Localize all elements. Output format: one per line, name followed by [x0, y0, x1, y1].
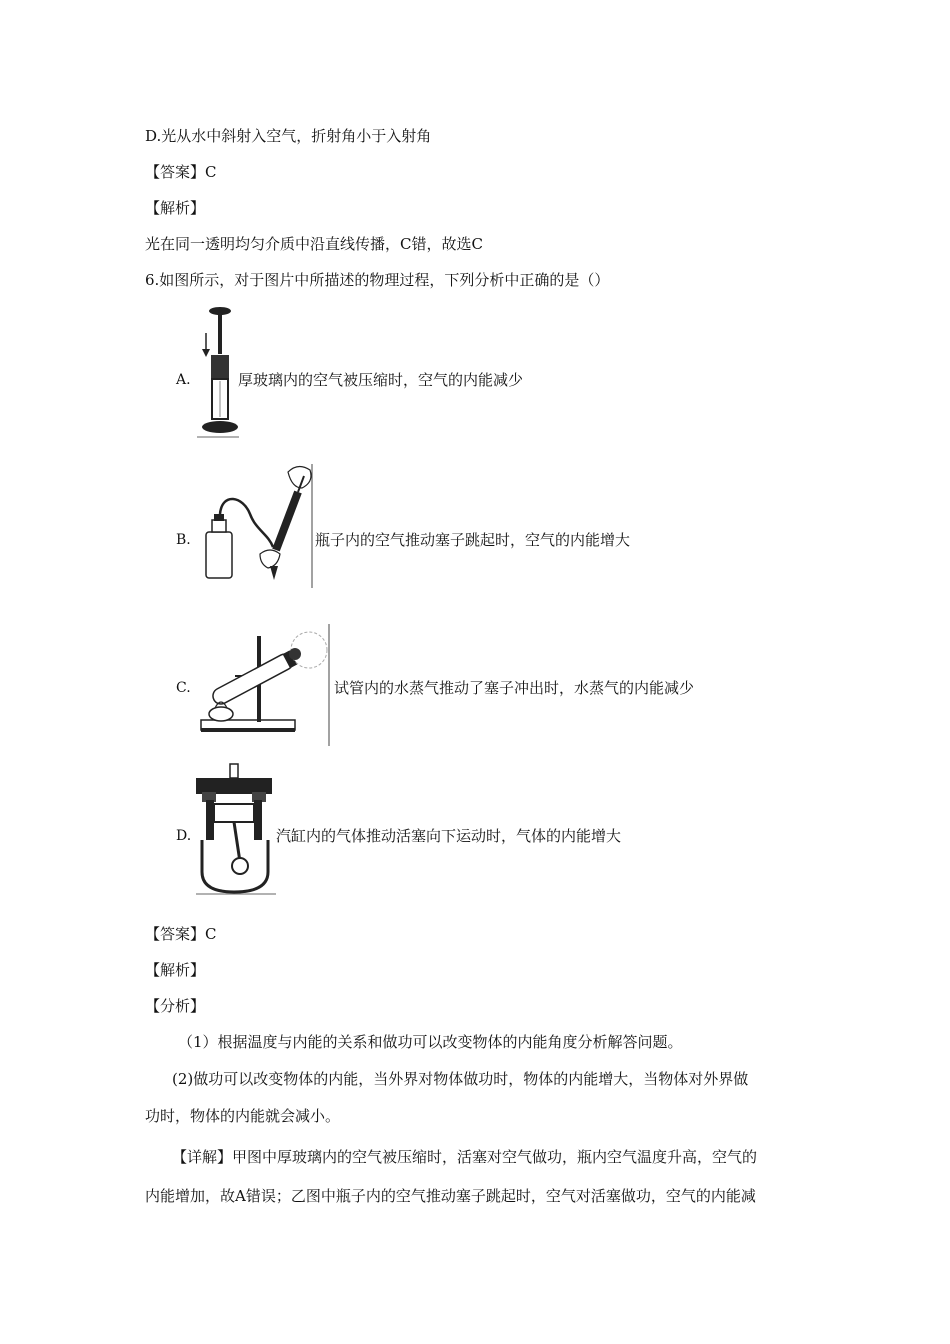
option-d-text: 汽缸内的气体推动活塞向下运动时，气体的内能增大: [276, 827, 622, 845]
air-compression-piston-icon: [195, 305, 241, 443]
analysis-sub-heading: 【分析】: [145, 997, 206, 1015]
analysis-point-2-cont: 功时，物体的内能就会减小。: [145, 1107, 341, 1125]
option-b-label: B.: [176, 532, 191, 548]
prev-analysis-text: 光在同一透明均匀介质中沿直线传播，C错，故选C: [145, 235, 483, 253]
test-tube-steam-icon: [195, 622, 335, 748]
option-a-text: 厚玻璃内的空气被压缩时，空气的内能减少: [238, 371, 524, 389]
answer: 【答案】C: [145, 925, 217, 943]
analysis-heading: 【解析】: [145, 961, 206, 979]
engine-cylinder-icon: [192, 762, 278, 896]
detail-line-2: 内能增加，故A错误；乙图中瓶子内的空气推动塞子跳起时，空气对活塞做功，空气的内能减: [145, 1187, 756, 1205]
analysis-point-2: (2)做功可以改变物体的内能，当外界对物体做功时，物体的内能增大，当物体对外界做: [172, 1070, 749, 1088]
option-d-label: D.: [176, 828, 192, 844]
option-c-text: 试管内的水蒸气推动了塞子冲出时，水蒸气的内能减少: [334, 679, 695, 697]
option-c-label: C.: [176, 680, 191, 696]
question-6: 6.如图所示，对于图片中所描述的物理过程，下列分析中正确的是（）: [145, 271, 610, 289]
prev-answer: 【答案】C: [145, 163, 217, 181]
option-b-text: 瓶子内的空气推动塞子跳起时，空气的内能增大: [315, 531, 631, 549]
analysis-point-1: （1）根据温度与内能的关系和做功可以改变物体的内能角度分析解答问题。: [178, 1033, 683, 1051]
prev-analysis-heading: 【解析】: [145, 199, 206, 217]
detail-line-1: 【详解】甲图中厚玻璃内的空气被压缩时，活塞对空气做功，瓶内空气温度升高，空气的: [172, 1148, 758, 1166]
prev-option-d: D.光从水中斜射入空气，折射角小于入射角: [145, 127, 432, 145]
option-a-label: A.: [176, 372, 191, 388]
bottle-pump-icon: [198, 462, 318, 590]
